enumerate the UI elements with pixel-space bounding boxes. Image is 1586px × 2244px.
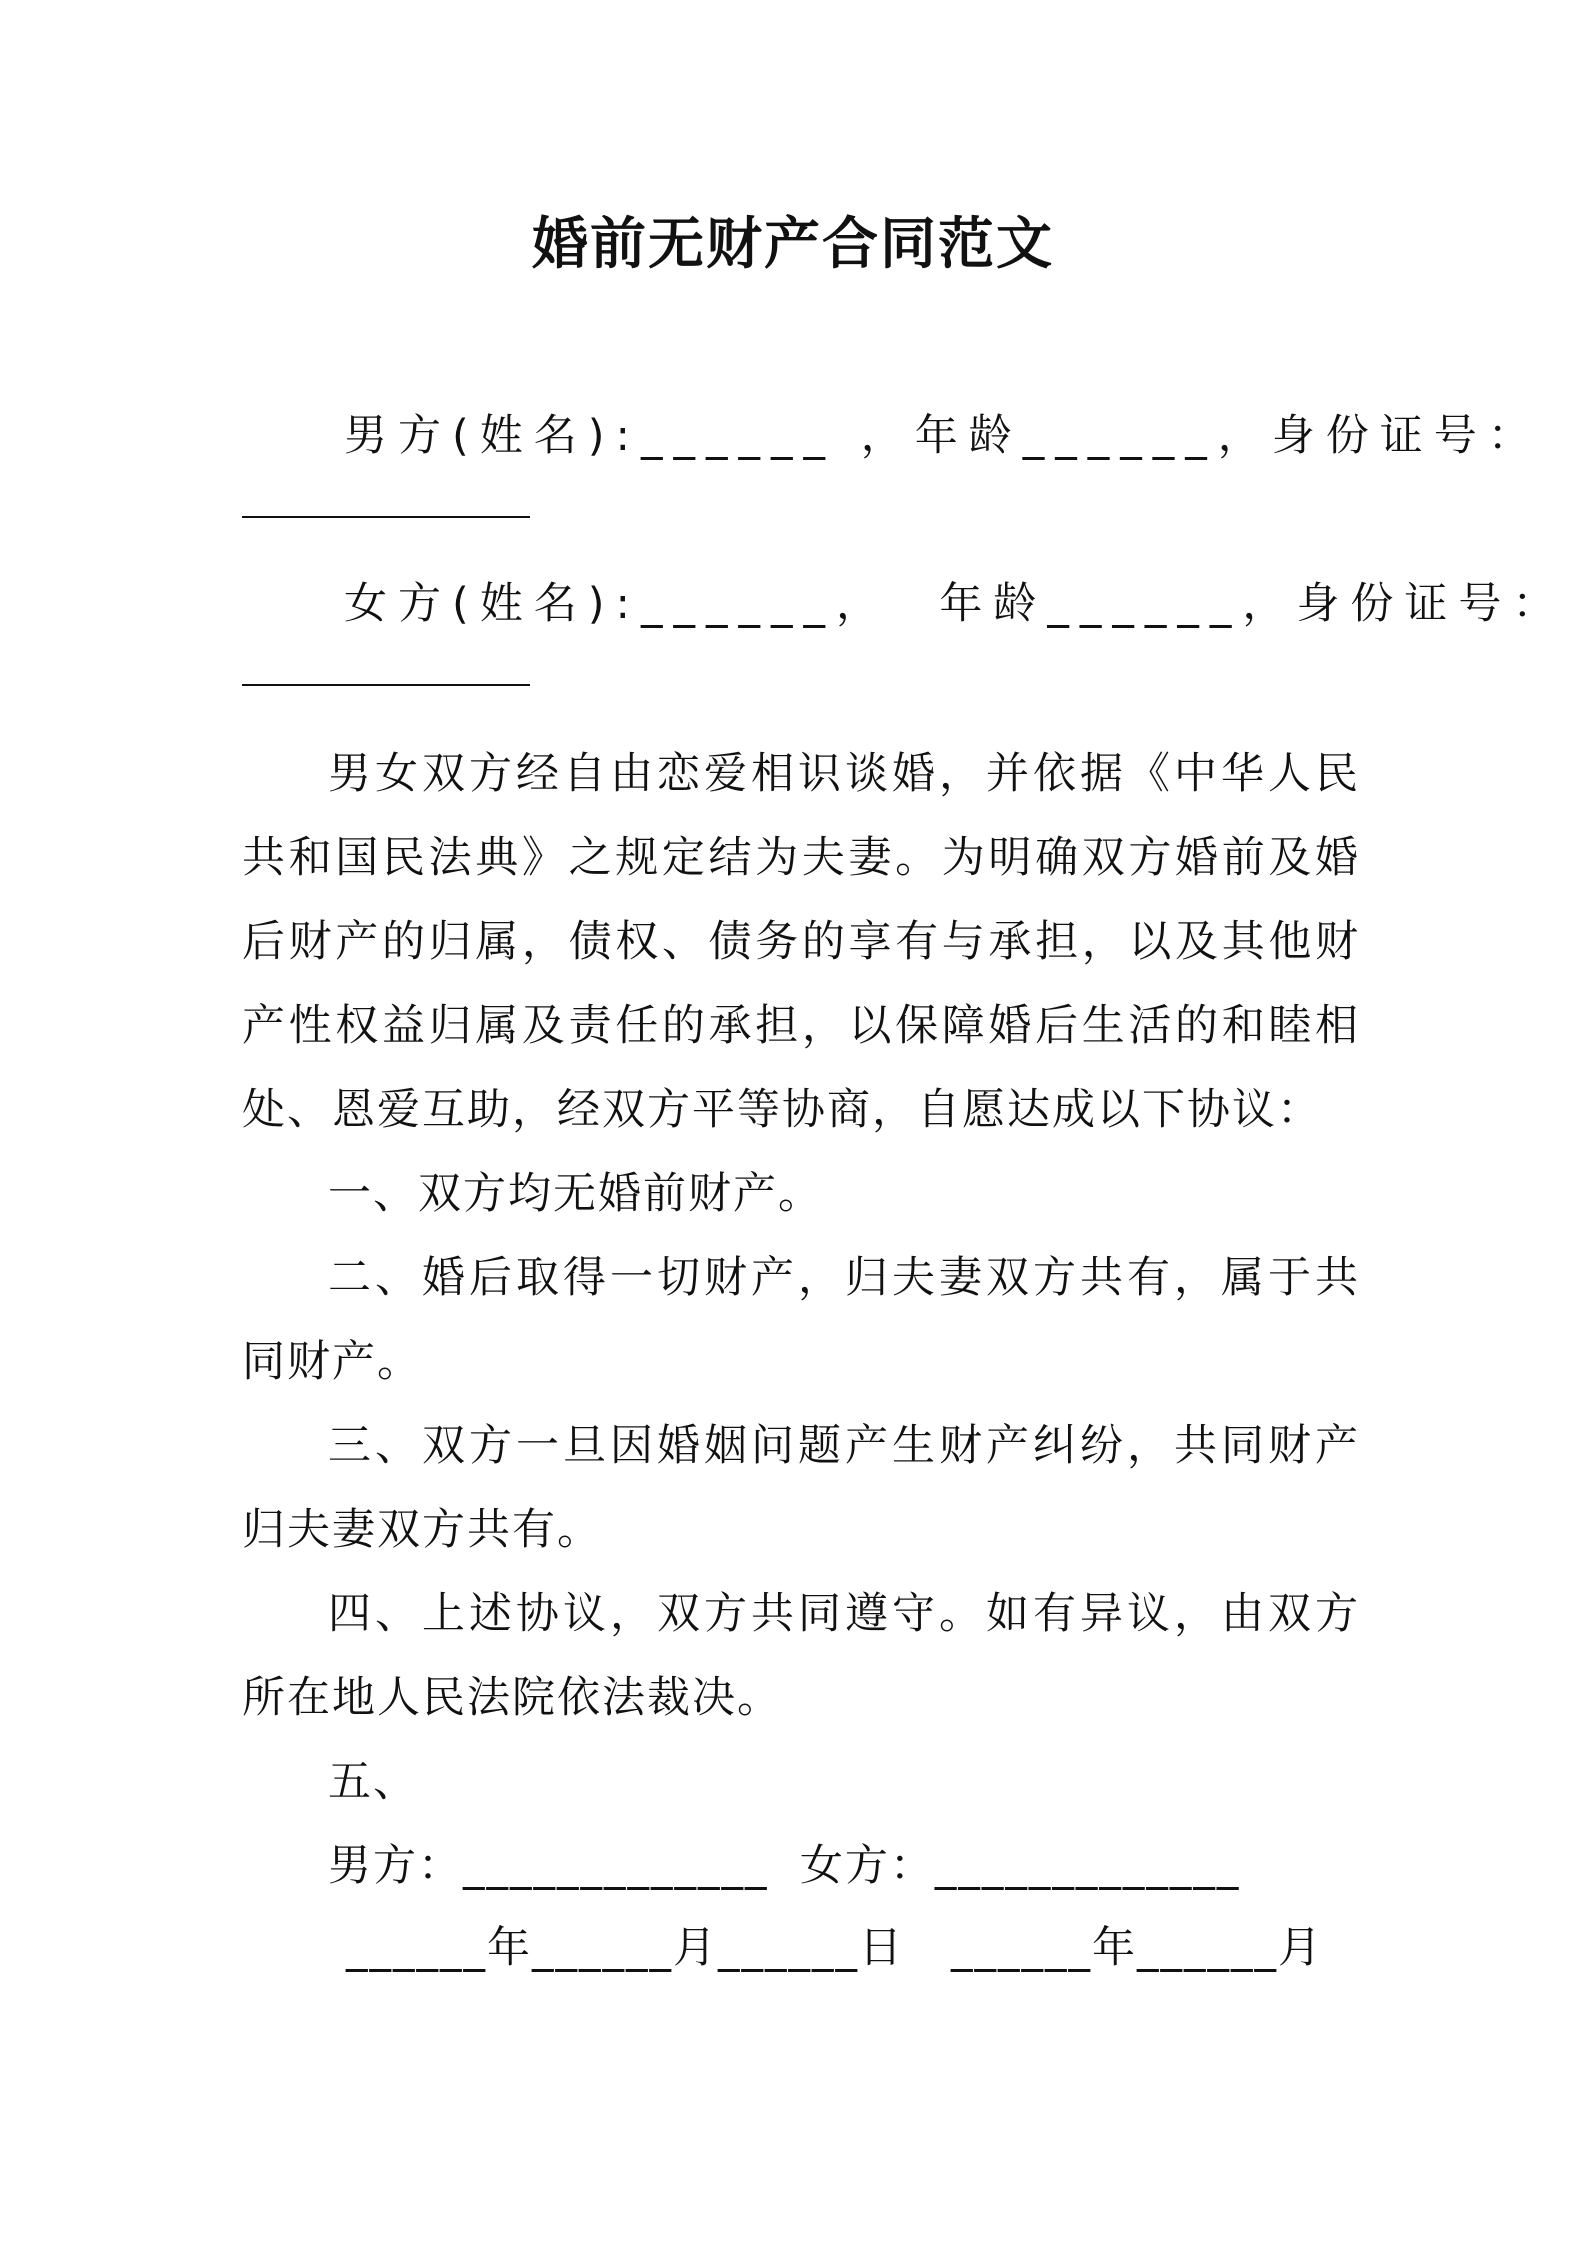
clause-2: 二、婚后取得一切财产，归夫妻双方共有，属于共同财产。 — [242, 1253, 1360, 1387]
clause-3: 三、双方一旦因婚姻问题产生财产纠纷，共同财产归夫妻双方共有。 — [242, 1421, 1360, 1555]
female-id-blank — [242, 684, 530, 686]
male-id-blank — [242, 516, 530, 518]
female-party-info: 女方(姓名):______， 年龄______，身份证号： — [344, 579, 1567, 629]
signature-line: 男方：_____________ 女方：_____________ — [328, 1841, 1241, 1891]
clause-5: 五、 — [328, 1757, 418, 1807]
clause-1: 一、双方均无婚前财产。 — [328, 1169, 823, 1219]
clause-4: 四、上述协议，双方共同遵守。如有异议，由双方所在地人民法院依法裁决。 — [242, 1589, 1360, 1723]
date-line: ______年______月______日 ______年______月 — [346, 1923, 1324, 1973]
document-title: 婚前无财产合同范文 — [532, 212, 1054, 277]
male-party-info: 男方(姓名):______ ，年龄______，身份证号： — [344, 411, 1542, 461]
intro-paragraph: 男女双方经自由恋爱相识谈婚，并依据《中华人民共和国民法典》之规定结为夫妻。为明确双方婚前及婚后财产的归属，债权、债务的享有与承担，以及其他财产性权益归属及责任的承担，以保障婚后生活的和睦相处、恩爱互助，经双方平等协商，自愿达成以下协议： — [242, 749, 1360, 1135]
